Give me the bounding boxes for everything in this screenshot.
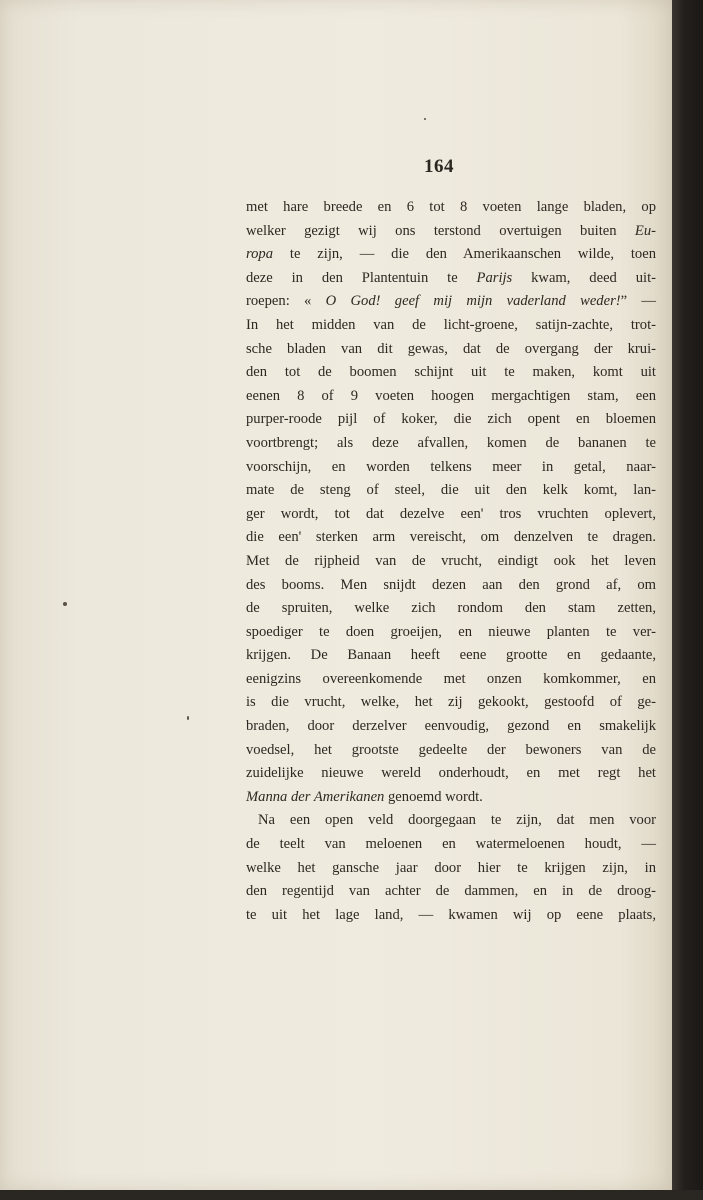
text-segment: des booms. Men snijdt dezen aan den grond af, om	[246, 576, 656, 593]
text-line	[246, 739, 656, 763]
italic-segment: ropa	[246, 246, 274, 263]
text-segment: braden, door derzelver eenvoudig, gezond en smakelijk	[246, 718, 656, 735]
text-segment: met hare breede en 6 tot 8 voeten lange bladen, op	[246, 199, 656, 215]
text-segment: kwam, deed uit-	[512, 269, 656, 286]
text-segment: welke het gansche jaar door hier te krijgen zijn, in	[246, 859, 656, 876]
text-segment: krijgen. De Banaan heeft eene grootte en gedaante,	[246, 647, 656, 664]
text-segment: den regentijd van achter de dammen, en in de droog-	[246, 883, 656, 900]
text-line	[246, 904, 656, 928]
page-number: 164	[424, 156, 454, 177]
text-segment: zuidelijke nieuwe wereld onderhoudt, en met regt het	[246, 765, 656, 782]
text-segment: is die vrucht, welke, het zij gekookt, gestoofd of ge-	[246, 694, 656, 711]
text-segment: voedsel, het grootste gedeelte der bewoners van de	[246, 741, 656, 758]
text-line	[246, 503, 656, 527]
text-line	[246, 574, 656, 598]
text-line	[246, 220, 656, 244]
text-line	[246, 196, 656, 220]
italic-segment: Eu-	[634, 222, 656, 239]
text-line	[246, 267, 656, 291]
page-edge-shadow	[672, 0, 703, 1200]
text-line	[246, 715, 656, 739]
text-segment: mate de steng of steel, die uit den kelk komt, lan-	[246, 482, 656, 499]
text-segment: In het midden van de licht-groene, satijn-zachte, trot-	[246, 316, 656, 333]
text-line	[246, 668, 656, 692]
text-segment: Met de rijpheid van de vrucht, eindigt ook het leven	[246, 552, 656, 569]
text-line	[246, 338, 656, 362]
text-line	[246, 691, 656, 715]
paper-speck	[187, 716, 189, 720]
text-segment: ” —	[620, 293, 656, 310]
text-segment: ger wordt, tot dat dezelve een' tros vruchten oplevert,	[246, 505, 656, 522]
paper-speck	[424, 118, 426, 120]
text-segment: te zijn, — die den Amerikaanschen wilde, toen	[273, 246, 656, 263]
text-segment: Na een open veld doorgegaan te zijn, dat men voor	[258, 812, 656, 829]
body-text	[246, 196, 656, 927]
text-segment: roepen: «	[246, 293, 326, 310]
italic-segment: Parijs	[476, 269, 513, 286]
text-segment: den tot de boomen schijnt uit te maken, komt uit	[246, 364, 656, 381]
text-line	[246, 644, 656, 668]
text-line	[246, 786, 656, 810]
text-line	[246, 479, 656, 503]
text-line	[246, 432, 656, 456]
text-line	[246, 408, 656, 432]
text-segment: te uit het lage land, — kwamen wij op eene plaats,	[246, 906, 656, 923]
text-line	[246, 243, 656, 267]
text-segment: sche bladen van dit gewas, dat de overgang der krui-	[246, 340, 656, 357]
page-bottom-edge	[0, 1190, 703, 1200]
text-line	[246, 857, 656, 881]
text-segment: spoediger te doen groeijen, en nieuwe planten te ver-	[246, 623, 656, 640]
text-line	[246, 385, 656, 409]
text-segment: genoemd wordt.	[384, 788, 483, 805]
text-line	[246, 314, 656, 338]
text-line	[246, 456, 656, 480]
text-segment: voortbrengt; als deze afvallen, komen de bananen te	[246, 434, 656, 451]
italic-segment: Manna der Amerikanen	[246, 788, 385, 805]
text-line	[246, 526, 656, 550]
text-line	[246, 833, 656, 857]
text-line	[246, 621, 656, 645]
text-segment: eenigzins overeenkomende met onzen komkommer, en	[246, 670, 656, 687]
text-segment: eenen 8 of 9 voeten hoogen mergachtigen stam, een	[246, 387, 656, 404]
text-line	[246, 290, 656, 314]
text-line	[246, 597, 656, 621]
text-segment: deze in den Plantentuin te	[246, 269, 477, 286]
text-segment: welker gezigt wij ons terstond overtuigen buiten	[246, 222, 635, 239]
italic-segment: O God! geef mij mijn vaderland weder!	[325, 293, 621, 310]
text-segment: purper-roode pijl of koker, die zich opent en bloemen	[246, 411, 656, 428]
text-segment: de spruiten, welke zich rondom den stam zetten,	[246, 600, 656, 617]
text-line	[246, 762, 656, 786]
text-segment: die een' sterken arm vereischt, om denzelven te dragen.	[246, 529, 656, 546]
text-line	[246, 361, 656, 385]
text-line	[246, 880, 656, 904]
text-line	[246, 550, 656, 574]
text-segment: voorschijn, en worden telkens meer in getal, naar-	[246, 458, 656, 475]
paper-speck	[63, 602, 67, 606]
text-segment: de teelt van meloenen en watermeloenen houdt, —	[246, 836, 656, 853]
text-line	[246, 809, 656, 833]
